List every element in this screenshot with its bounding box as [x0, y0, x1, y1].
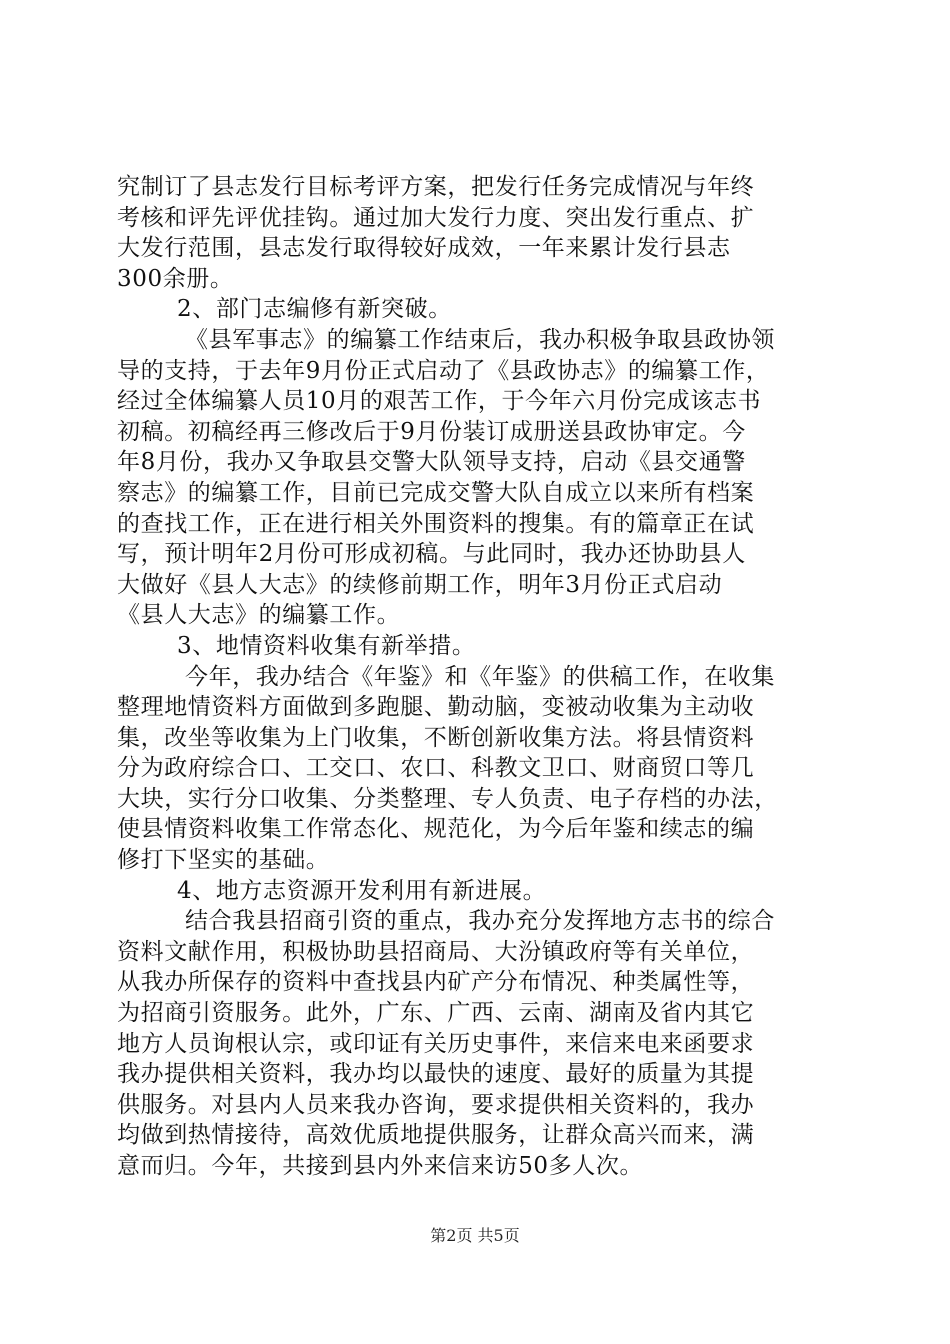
text-line: 大发行范围，县志发行取得较好成效，一年来累计发行县志 — [117, 235, 731, 262]
text-line: 考核和评先评优挂钩。通过加大发行力度、突出发行重点、扩 — [117, 204, 755, 231]
text-line: 使县情资料收集工作常态化、规范化，为今后年鉴和续志的编 — [117, 816, 755, 843]
paragraph-start: 《县军事志》的编纂工作结束后，我办积极争取县政协领 — [185, 326, 775, 353]
document-body — [117, 172, 832, 1182]
text-line: 地方人员询根认宗，或印证有关历史事件，来信来电来函要求 — [117, 1030, 755, 1057]
text-line: 为招商引资服务。此外，广东、广西、云南、湖南及省内其它 — [117, 1000, 755, 1027]
text-line: 大块，实行分口收集、分类整理、专人负责、电子存档的办法， — [117, 785, 778, 812]
page-number-footer: 第2页 共5页 — [430, 1226, 520, 1245]
text-line: 年8月份，我办又争取县交警大队领导支持，启动《县交通警 — [117, 449, 746, 476]
text-line: 导的支持，于去年9月份正式启动了《县政协志》的编纂工作， — [117, 357, 770, 384]
text-line: 修打下坚实的基础。 — [117, 847, 330, 874]
text-line: 整理地情资料方面做到多跑腿、勤动脑，变被动收集为主动收 — [117, 694, 755, 721]
text-line: 究制订了县志发行目标考评方案，把发行任务完成情况与年终 — [117, 174, 755, 200]
text-line: 写，预计明年2月份可形成初稿。与此同时，我办还协助县人 — [117, 541, 746, 568]
paragraph-start: 结合我县招商引资的重点，我办充分发挥地方志书的综合 — [185, 908, 775, 935]
text-line: 300余册。 — [117, 265, 234, 292]
text-line: 集，改坐等收集为上门收集，不断创新收集方法。将县情资料 — [117, 724, 755, 751]
text-line: 我办提供相关资料，我办均以最快的速度、最好的质量为其提 — [117, 1061, 755, 1088]
text-line: 从我办所保存的资料中查找县内矿产分布情况、种类属性等， — [117, 969, 755, 996]
text-line: 意而归。今年，共接到县内外来信来访50多人次。 — [117, 1153, 644, 1179]
text-line: 供服务。对县内人员来我办咨询，要求提供相关资料的，我办 — [117, 1091, 755, 1118]
text-line: 资料文献作用，积极协助县招商局、大汾镇政府等有关单位， — [117, 938, 755, 965]
text-line: 均做到热情接待，高效优质地提供服务，让群众高兴而来，满 — [117, 1122, 755, 1149]
paragraph-start: 今年，我办结合《年鉴》和《年鉴》的供稿工作，在收集 — [185, 663, 775, 690]
text-line: 经过全体编纂人员10月的艰苦工作，于今年六月份完成该志书 — [117, 388, 762, 415]
text-line: 初稿。初稿经再三修改后于9月份装订成册送县政协审定。今 — [117, 418, 746, 445]
text-line: 《县人大志》的编纂工作。 — [117, 602, 401, 629]
text-line: 大做好《县人大志》的续修前期工作，明年3月份正式启动 — [117, 571, 723, 598]
text-line: 分为政府综合口、工交口、农口、科教文卫口、财商贸口等几 — [117, 755, 755, 782]
text-line: 的查找工作，正在进行相关外围资料的搜集。有的篇章正在试 — [117, 510, 755, 537]
section-heading: 3、地情资料收集有新举措。 — [177, 632, 476, 659]
section-heading: 2、部门志编修有新突破。 — [177, 296, 452, 323]
text-line: 察志》的编纂工作，目前已完成交警大队自成立以来所有档案 — [117, 479, 755, 506]
section-heading: 4、地方志资源开发利用有新进展。 — [177, 877, 547, 904]
